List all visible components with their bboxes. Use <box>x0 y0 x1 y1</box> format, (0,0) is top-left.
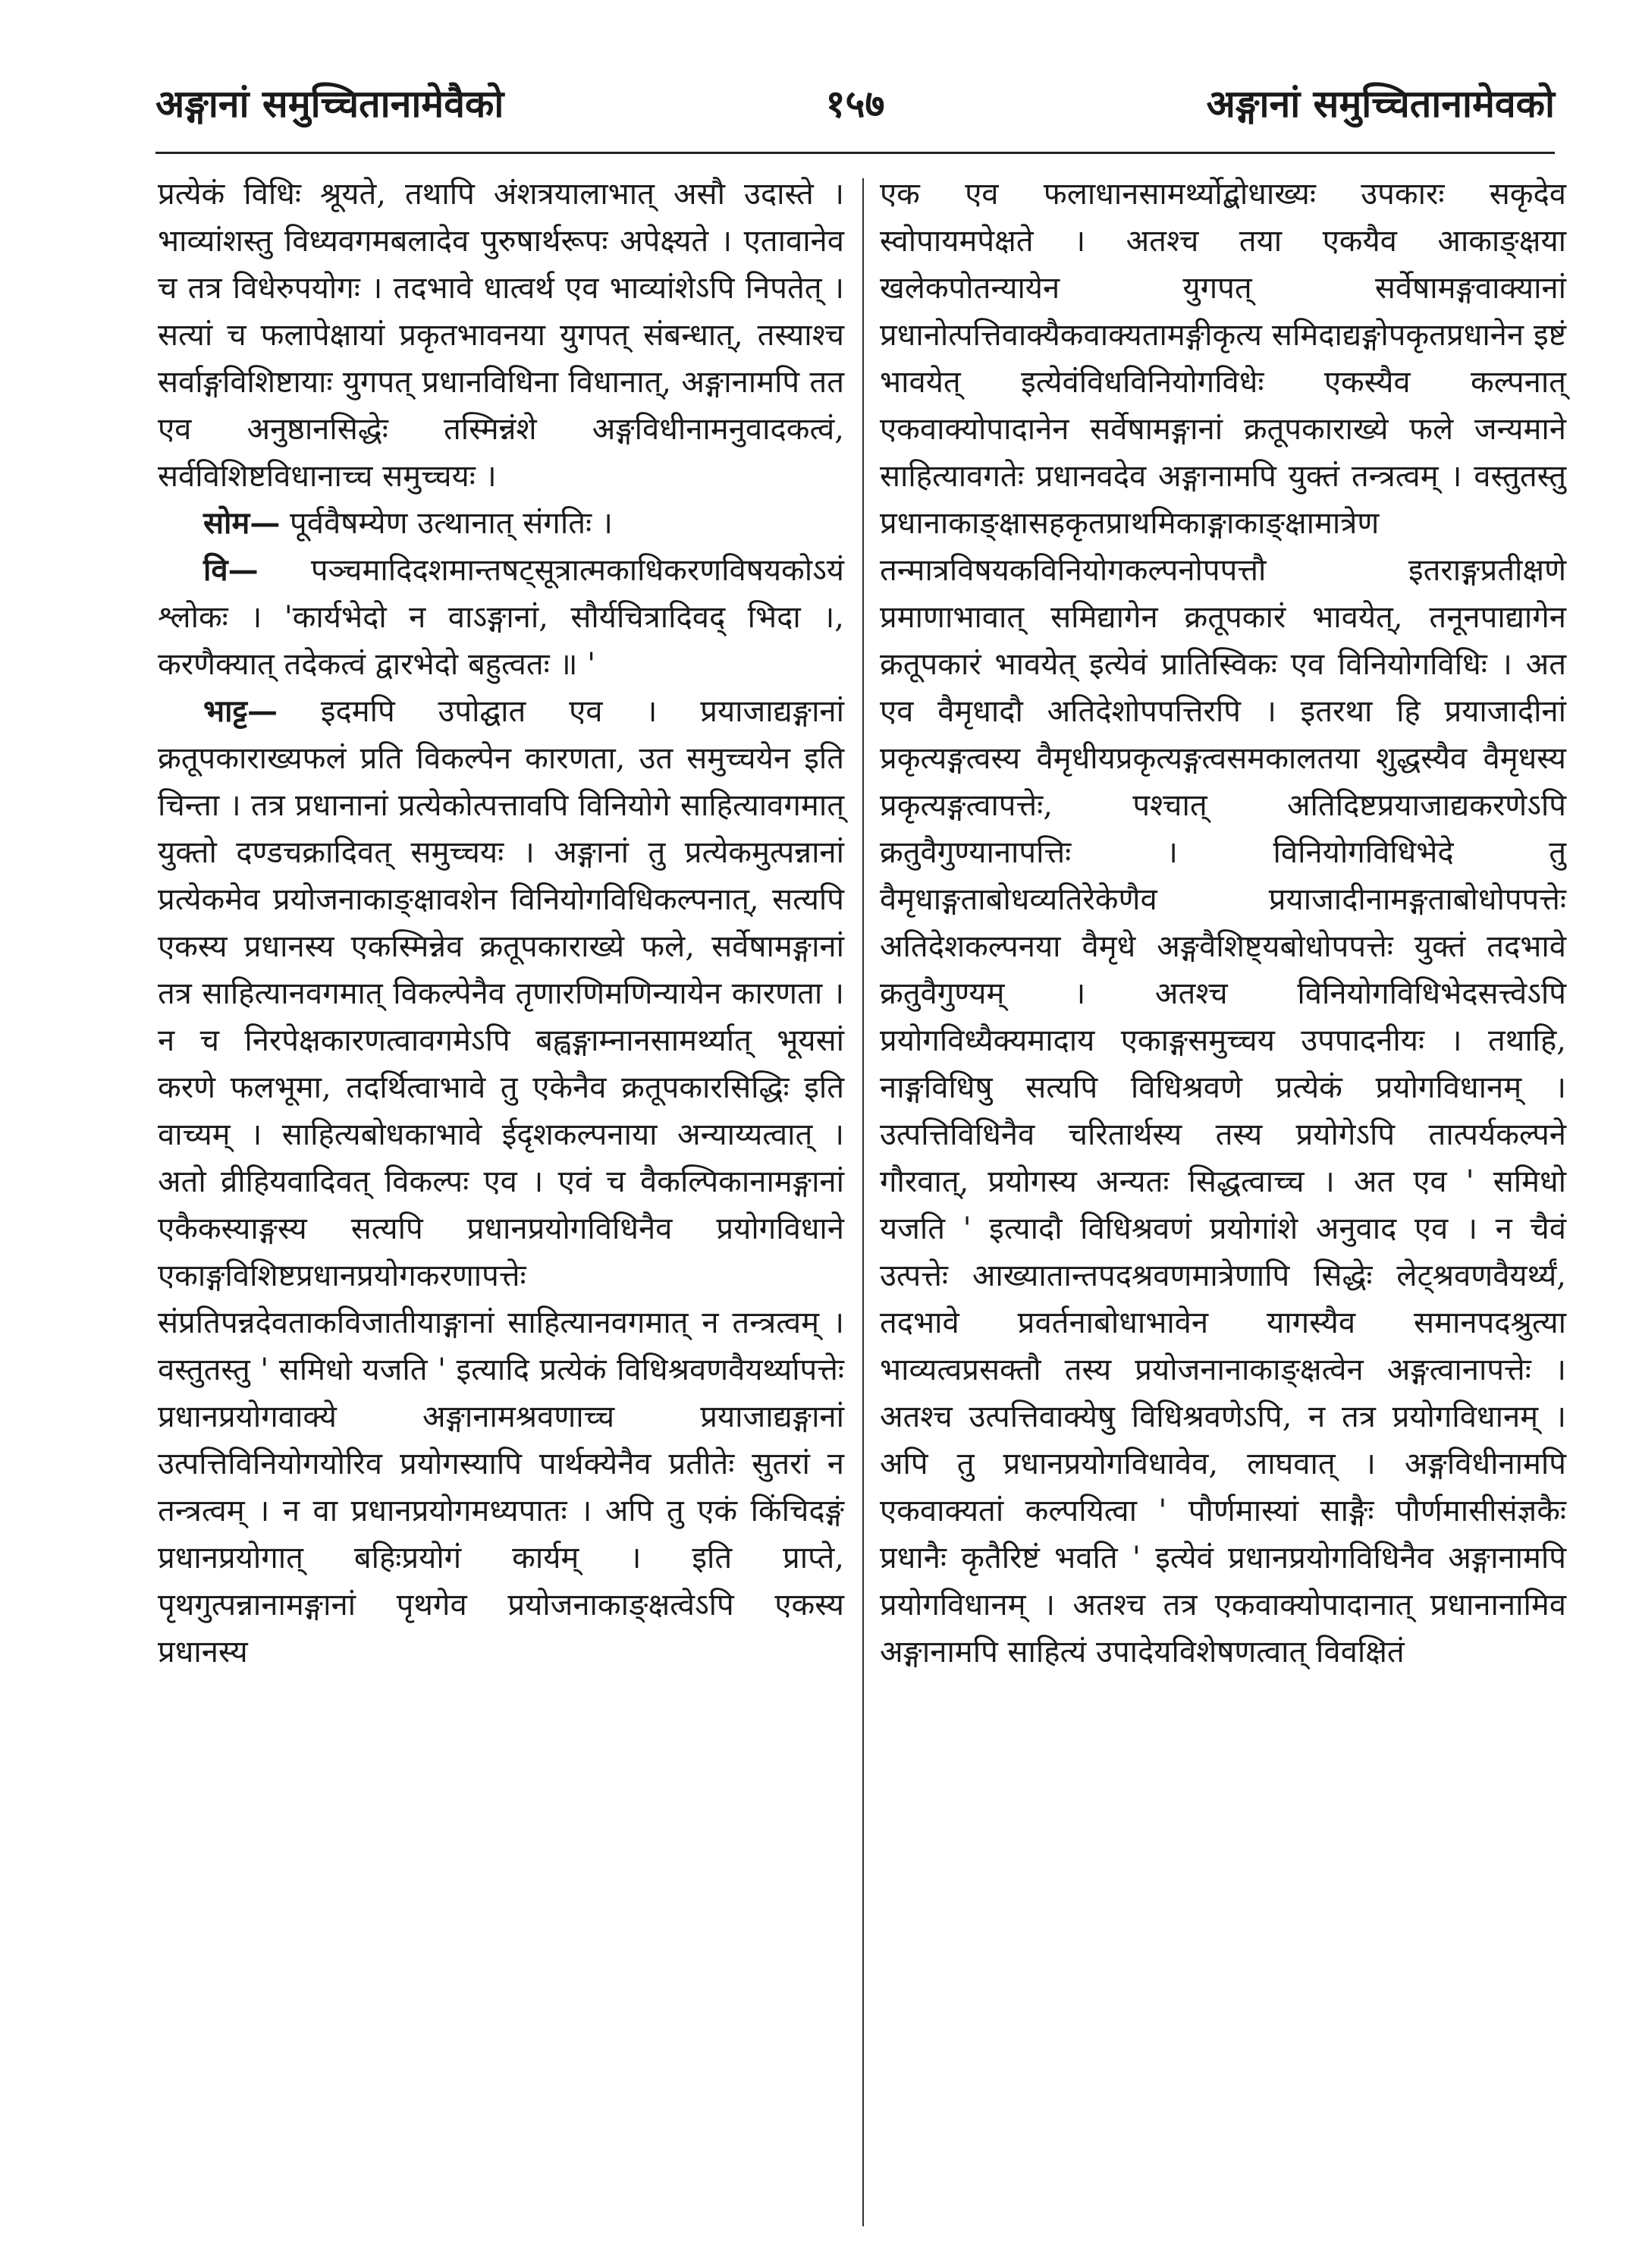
running-header <box>155 70 1555 138</box>
column-divider <box>862 178 864 2226</box>
header-right-title: अङ्गानां समुच्चितानामेवको <box>1206 81 1555 126</box>
bhatta-text: इदमपि उपोद्घात एव । प्रयाजाद्यङ्गानां क्रतूपकाराख्यफलं प्रति विकल्पेन कारणता, उत समुच्चयेन इति चिन्ता । तत्र प्रधानानां प्रत्येकोत्पत्तावपि विनियोगे साहित्यावगमात् युक्तो दण्डचक्रादिवत् समुच्चयः । अङ्गानां तु प्रत्येकमुत्पन्नानां प्रत्येकमेव प्रयोजनाकाङ्क्षावशेन विनियोगविधिकल्पनात्, सत्यपि एकस्य प्रधानस्य एकस्मिन्नेव क्रतूपकाराख्ये फले, सर्वेषामङ्गानां तत्र साहित्यानवगमात् विकल्पेनैव तृणारणिमणिन्यायेन कारणता । न च निरपेक्षकारणत्वावगमेऽपि बह्वङ्गाम्नानसामर्थ्यात् भूयसां करणे फलभूमा, तदर्थित्वाभावे तु एकेनैव क्रतूपकारसिद्धिः इति वाच्यम् । साहित्यबोधकाभावे ईदृशकल्पनाया अन्याय्यत्वात् । अतो व्रीहियवादिवत् विकल्पः एव । एवं च वैकल्पिकानामङ्गानां एकैकस्याङ्गस्य सत्यपि प्रधानप्रयोगविधिनैव प्रयोगविधाने एकाङ्गविशिष्टप्रधानप्रयोगकरणापत्तेः संप्रतिपन्नदेवताकविजातीयाङ्गानां साहित्यानवगमात् न तन्त्रत्वम् । वस्तुतस्तु ' समिधो यजति ' इत्यादि प्रत्येकं विधिश्रवणवैयर्थ्यापत्तेः प्रधानप्रयोगवाक्ये अङ्गानामश्रवणाच्च प्रयाजाद्यङ्गानां उत्पत्तिविनियोगयोरिव प्रयोगस्यापि पार्थक्येनैव प्रतीतेः सुतरां न तन्त्रत्वम् । न वा प्रधानप्रयोगमध्यपातः । अपि तु एकं किंचिदङ्गं प्रधानप्रयोगात् बहिःप्रयोगं कार्यम् । इति प्राप्ते, पृथगुत्पन्नानामङ्गानां पृथगेव प्रयोजनाकाङ्क्षत्वेऽपि एकस्य प्रधानस्य <box>158 694 844 1670</box>
right-paragraph-1: एक एव फलाधानसामर्थ्योद्बोधाख्यः उपकारः सकृदेव स्वोपायमपेक्षते । अतश्च तया एकयैव आकाङ्क्षया खलेकपोतन्यायेन युगपत् सर्वेषामङ्गवाक्यानां प्रधानोत्पत्तिवाक्यैकवाक्यतामङ्गीकृत्य समिदाद्यङ्गोपकृतप्रधानेन इष्टं भावयेत् इत्येवंविधविनियोगविधेः एकस्यैव कल्पनात् एकवाक्योपादानेन सर्वेषामङ्गानां क्रतूपकाराख्ये फले जन्यमाने साहित्यावगतेः प्रधानवदेव अङ्गानामपि युक्तं तन्त्रत्वम् । वस्तुतस्तु प्रधानाकाङ्क्षासहकृतप्राथमिकाङ्गाकाङ्क्षामात्रेण तन्मात्रविषयकविनियोगकल्पनोपपत्तौ इतराङ्गप्रतीक्षणे प्रमाणाभावात् समिद्यागेन क्रतूपकारं भावयेत्, तनूनपाद्यागेन क्रतूपकारं भावयेत् इत्येवं प्रातिस्विकः एव विनियोगविधिः । अत एव वैमृधादौ अतिदेशोपपत्तिरपि । इतरथा हि प्रयाजादीनां प्रकृत्यङ्गत्वस्य वैमृधीयप्रकृत्यङ्गत्वसमकालतया शुद्धस्यैव वैमृधस्य प्रकृत्यङ्गत्वापत्तेः, पश्चात् अतिदिष्टप्रयाजाद्यकरणेऽपि क्रतुवैगुण्यानापत्तिः । विनियोगविधिभेदे तु वैमृधाङ्गताबोधव्यतिरेकेणैव प्रयाजादीनामङ्गताबोधोपपत्तेः अतिदेशकल्पनया वैमृधे अङ्गवैशिष्ट्यबोधोपपत्तेः युक्तं तदभावे क्रतुवैगुण्यम् । अतश्च विनियोगविधिभेदसत्त्वेऽपि प्रयोगविध्यैक्यमादाय एकाङ्गसमुच्चय उपपादनीयः । तथाहि, नाङ्गविधिषु सत्यपि विधिश्रवणे प्रत्येकं प्रयोगविधानम् । उत्पत्तिविधिनैव चरितार्थस्य तस्य प्रयोगेऽपि तात्पर्यकल्पने गौरवात्, प्रयोगस्य अन्यतः सिद्धत्वाच्च । अत एव ' समिधो यजति ' इत्यादौ विधिश्रवणं प्रयोगांशे अनुवाद एव । न चैवं उत्पत्तेः आख्यातान्तपदश्रवणमात्रेणापि सिद्धेः लेट्श्रवणवैयर्थ्यं, तदभावे प्रवर्तनाबोधाभावेन यागस्यैव समानपदश्रुत्या भाव्यत्वप्रसक्तौ तस्य प्रयोजनानाकाङ्क्षत्वेन अङ्गत्वानापत्तेः । अतश्च उत्पत्तिवाक्येषु विधिश्रवणेऽपि, न तत्र प्रयोगविधानम् । अपि तु प्रधानप्रयोगविधावेव, लाघवात् । अङ्गविधीनामपि एकवाक्यतां कल्पयित्वा ' पौर्णमास्यां साङ्गैः पौर्णमासीसंज्ञकैः प्रधानैः कृतैरिष्टं भवति ' इत्येवं प्रधानप्रयोगविधिनैव अङ्गानामपि प्रयोगविधानम् । अतश्च तत्र एकवाक्योपादानात् प्रधानानामिव अङ्गानामपि साहित्यं उपादेयविशेषणत्वात् विवक्षितं <box>880 177 1566 1670</box>
right-column <box>880 171 1566 1676</box>
header-left-title: अङ्गानां समुच्चितानामेवैको <box>155 81 504 126</box>
left-column <box>158 171 844 1676</box>
header-rule <box>155 152 1555 154</box>
left-paragraph-bhatta <box>158 688 844 1676</box>
left-paragraph-vi <box>158 547 844 688</box>
speaker-vi: वि— <box>203 552 259 588</box>
soma-text: पूर्ववैषम्येण उत्थानात् संगतिः । <box>280 506 613 541</box>
speaker-bhatta: भाट्ट— <box>203 693 278 729</box>
vi-text: पञ्चमादिदशमान्तषट्सूत्रात्मकाधिकरणविषयकोऽयं श्लोकः । 'कार्यभेदो न वाऽङ्गानां, सौर्यचित्रादिवद् भिदा ।, करणैक्यात् तदेकत्वं द्वारभेदो बहुत्वतः ॥ ' <box>158 553 844 682</box>
left-paragraph-soma <box>158 500 844 547</box>
left-paragraph-1: प्रत्येकं विधिः श्रूयते, तथापि अंशत्रयालाभात् असौ उदास्ते । भाव्यांशस्तु विध्यवगमबलादेव पुरुषार्थरूपः अपेक्ष्यते । एतावानेव च तत्र विधेरुपयोगः । तदभावे धात्वर्थ एव भाव्यांशेऽपि निपतेत् । सत्यां च फलापेक्षायां प्रकृतभावनया युगपत् संबन्धात्, तस्याश्च सर्वाङ्गविशिष्टायाः युगपत् प्रधानविधिना विधानात्, अङ्गानामपि तत एव अनुष्ठानसिद्धेः तस्मिन्नंशे अङ्गविधीनामनुवादकत्वं, सर्वविशिष्टविधानाच्च समुच्चयः । <box>158 177 844 494</box>
page-number: १५७ <box>825 81 885 126</box>
speaker-soma: सोम— <box>203 505 281 541</box>
